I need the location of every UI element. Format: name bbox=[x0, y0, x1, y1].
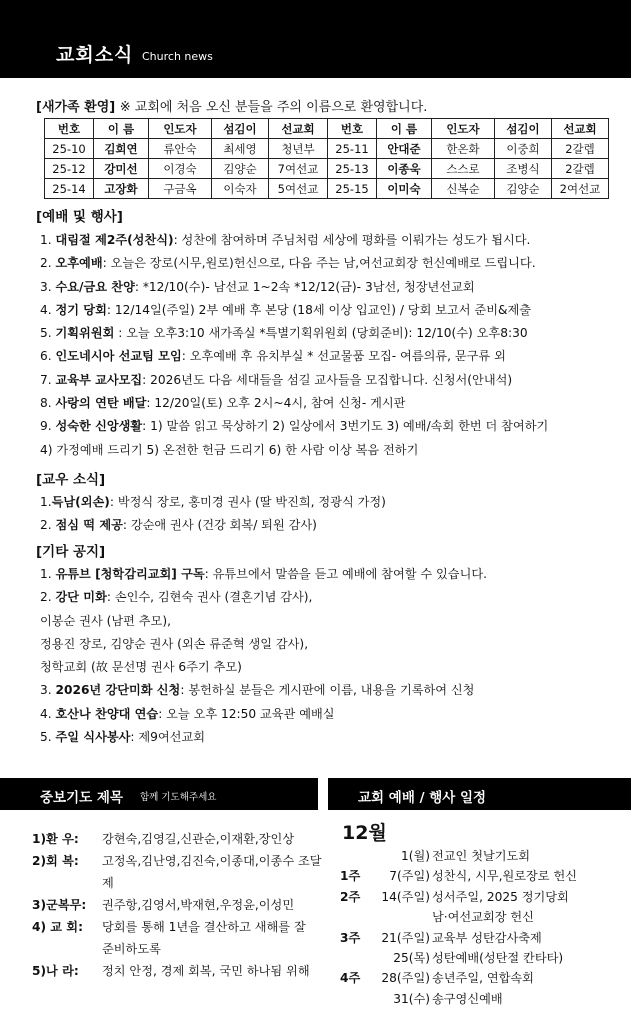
list-item bbox=[32, 960, 342, 982]
col-server: 섬김이 bbox=[495, 119, 552, 139]
item-number: 2. bbox=[40, 518, 52, 533]
item-number: 8. bbox=[40, 396, 52, 411]
schedule-week: 2주 bbox=[340, 889, 361, 904]
list-item-continuation: 이봉순 권사 (남편 추모), bbox=[40, 613, 171, 628]
worship-section-heading: [예배 및 행사] bbox=[36, 209, 123, 225]
item-title: 기획위원회 bbox=[55, 326, 115, 341]
schedule-event: 송년주일, 연합속회 bbox=[432, 971, 534, 986]
item-text: : 제9여선교회 bbox=[130, 730, 206, 745]
prayer-label: 5)나 라: bbox=[32, 964, 79, 978]
item-title: 주일 식사봉사 bbox=[55, 730, 131, 745]
item-title: 오후예배 bbox=[55, 256, 103, 271]
schedule-week: 3주 bbox=[340, 930, 361, 945]
list-item bbox=[40, 299, 548, 322]
item-text: : 강순애 권사 (건강 회복/ 퇴원 감사) bbox=[122, 518, 317, 533]
schedule-date: 14(주일) bbox=[381, 889, 430, 904]
schedule-week: 4주 bbox=[340, 971, 361, 986]
cell: 김양순 bbox=[495, 179, 552, 199]
schedule-week bbox=[340, 948, 368, 968]
welcome-note: ※ 교회에 처음 오신 분들을 주의 이름으로 환영합니다. bbox=[119, 100, 428, 115]
item-text: : 오후예배 후 유치부실 * 선교물품 모집- 여름의류, 문구류 외 bbox=[181, 349, 506, 364]
schedule-week: 1주 bbox=[340, 869, 361, 884]
item-title: 수요/금요 찬양 bbox=[55, 279, 135, 294]
item-number: 1. bbox=[40, 495, 52, 509]
list-item bbox=[32, 894, 342, 916]
cell: 안대준 bbox=[377, 139, 432, 159]
members-list bbox=[40, 491, 386, 538]
item-title: 성숙한 신앙생활 bbox=[55, 419, 143, 434]
schedule-event: 성서주일, 2025 정기당회 bbox=[432, 889, 569, 904]
schedule-event: 성찬식, 시무,원로장로 헌신 bbox=[432, 869, 578, 884]
worship-list bbox=[40, 229, 548, 462]
cell: 조병식 bbox=[495, 159, 552, 179]
list-item bbox=[40, 229, 548, 252]
table-row bbox=[45, 159, 609, 179]
list-item bbox=[340, 846, 577, 866]
cell: 25-13 bbox=[328, 159, 377, 179]
prayer-title-bar bbox=[0, 778, 318, 810]
members-section-heading: [교우 소식] bbox=[36, 472, 106, 488]
list-item bbox=[40, 563, 487, 586]
item-number: 3. bbox=[40, 279, 52, 294]
schedule-date: 28(주일) bbox=[381, 971, 430, 986]
col-name: 이 름 bbox=[94, 119, 149, 139]
cell: 김양순 bbox=[212, 159, 269, 179]
list-item-continuation: 청학교회 (故 문선명 권사 6주기 추모) bbox=[40, 660, 242, 675]
item-title: 호산나 찬양대 연습 bbox=[55, 706, 159, 721]
item-number: 5. bbox=[40, 326, 52, 341]
schedule-event: 남·여선교회장 헌신 bbox=[432, 910, 534, 925]
cell: 류안숙 bbox=[149, 139, 212, 159]
prayer-text: 권주항,김영서,박재현,우정윤,이성민 bbox=[102, 898, 295, 912]
schedule-date: 7(주일) bbox=[389, 869, 430, 884]
item-text: : 봉헌하실 분들은 게시판에 이름, 내용을 기록하여 신청 bbox=[180, 683, 475, 698]
schedule-date: 1(월) bbox=[400, 849, 430, 863]
col-guide: 인도자 bbox=[432, 119, 495, 139]
cell: 2여선교 bbox=[552, 179, 609, 199]
list-item bbox=[40, 392, 548, 415]
schedule-date: 21(주일) bbox=[381, 930, 430, 945]
item-title: 점심 떡 제공 bbox=[55, 518, 123, 533]
list-item bbox=[340, 907, 577, 927]
notices-list bbox=[40, 563, 487, 749]
list-item bbox=[40, 514, 386, 537]
cell: 2갈렙 bbox=[552, 139, 609, 159]
schedule-week bbox=[340, 846, 368, 866]
item-number: 6. bbox=[40, 349, 52, 364]
cell: 김희연 bbox=[94, 139, 149, 159]
prayer-subtitle: 함께 기도해주세요 bbox=[140, 792, 217, 803]
list-item bbox=[340, 968, 577, 988]
schedule-date bbox=[368, 907, 432, 927]
cell: 청년부 bbox=[269, 139, 328, 159]
item-number: 4. bbox=[40, 302, 52, 317]
list-item bbox=[40, 345, 548, 368]
list-item bbox=[340, 887, 577, 907]
prayer-list bbox=[32, 828, 342, 982]
item-text: : 12/14일(주일) 2부 예배 후 본당 (18세 이상 입교인) / 당회 보고서 준비&제출 bbox=[106, 302, 532, 317]
list-item bbox=[340, 866, 577, 886]
schedule-week bbox=[340, 989, 368, 1009]
list-item bbox=[40, 415, 548, 438]
cell: 5여선교 bbox=[269, 179, 328, 199]
cell: 강미선 bbox=[94, 159, 149, 179]
table-row bbox=[45, 179, 609, 199]
prayer-label: 2)회 복: bbox=[32, 854, 79, 868]
schedule-list bbox=[340, 846, 577, 1009]
list-item bbox=[40, 679, 487, 702]
prayer-text: 정치 안정, 경제 회복, 국민 하나됨 위해 bbox=[102, 964, 310, 978]
col-number: 번호 bbox=[45, 119, 94, 139]
item-text: : *12/10(수)- 남선교 1~2속 *12/12(금)- 3남선, 청장년선교회 bbox=[134, 279, 475, 294]
item-text: : 손인수, 김현숙 권사 (결혼기념 감사), bbox=[106, 590, 313, 605]
item-title: 정기 당회 bbox=[55, 302, 107, 317]
cell: 이숙자 bbox=[212, 179, 269, 199]
new-family-table bbox=[44, 118, 609, 199]
item-text: : 박정식 장로, 홍미경 권사 (딸 박진희, 정광식 가정) bbox=[109, 495, 386, 509]
schedule-event: 전교인 첫날기도회 bbox=[432, 849, 531, 863]
list-item bbox=[340, 948, 577, 968]
schedule-event: 송구영신예배 bbox=[432, 991, 503, 1006]
list-item bbox=[40, 703, 487, 726]
item-title: 대림절 제2주(성찬식) bbox=[55, 233, 174, 247]
item-number: 9. bbox=[40, 419, 52, 434]
list-item bbox=[40, 322, 548, 345]
col-name: 이 름 bbox=[377, 119, 432, 139]
item-text: : 오늘 오후 12:50 교육관 예배실 bbox=[158, 706, 335, 721]
cell: 이미숙 bbox=[377, 179, 432, 199]
item-text: : 성찬에 참여하며 주님처럼 세상에 평화를 이뤄가는 성도가 됩시다. bbox=[173, 233, 531, 247]
cell: 신복순 bbox=[432, 179, 495, 199]
cell: 25-14 bbox=[45, 179, 94, 199]
list-item bbox=[40, 726, 487, 749]
item-text: : 오늘은 장로(시무,원로)헌신으로, 다음 주는 남,여선교회장 헌신예배로 드립니다. bbox=[102, 256, 536, 271]
list-item bbox=[340, 928, 577, 948]
cell: 스스로 bbox=[432, 159, 495, 179]
item-number: 3. bbox=[40, 683, 52, 698]
item-title: 득남(외손) bbox=[51, 495, 110, 509]
schedule-event: 성탄예배(성탄절 칸타타) bbox=[432, 951, 564, 966]
item-text: : 12/20일(토) 오후 2시~4시, 참여 신청- 게시판 bbox=[146, 396, 406, 411]
welcome-heading-label: [새가족 환영] bbox=[36, 100, 116, 115]
list-item bbox=[40, 586, 487, 609]
cell: 한온화 bbox=[432, 139, 495, 159]
welcome-section-heading bbox=[36, 96, 427, 115]
page-title: 교회소식 bbox=[56, 44, 134, 66]
item-title: 인도네시아 선교팀 모임 bbox=[55, 349, 182, 364]
cell: 고장화 bbox=[94, 179, 149, 199]
notices-section-heading: [기타 공지] bbox=[36, 544, 106, 560]
item-title: 유튜브 [청학감리교회] 구독 bbox=[55, 567, 205, 581]
prayer-label: 3)군복무: bbox=[32, 898, 87, 912]
list-item bbox=[340, 989, 577, 1009]
cell: 25-11 bbox=[328, 139, 377, 159]
item-title: 사랑의 연탄 배달 bbox=[55, 396, 147, 411]
col-mission: 선교회 bbox=[269, 119, 328, 139]
col-mission: 선교회 bbox=[552, 119, 609, 139]
list-item bbox=[40, 276, 548, 299]
prayer-text: 당회를 통해 1년을 결산하고 새해를 잘 준비하도록 bbox=[102, 920, 306, 956]
item-text: : 1) 말씀 읽고 묵상하기 2) 일상에서 3번기도 3) 예배/속회 한번 더 참여하기 bbox=[142, 419, 549, 434]
item-number: 2. bbox=[40, 590, 52, 605]
table-header-row bbox=[45, 119, 609, 139]
cell: 최세영 bbox=[212, 139, 269, 159]
item-number: 4. bbox=[40, 706, 52, 721]
table-row bbox=[45, 139, 609, 159]
schedule-date: 25(목) bbox=[393, 951, 430, 966]
list-item-continuation: 정용진 장로, 김양순 권사 (외손 류준혁 생일 감사), bbox=[40, 636, 309, 651]
cell: 이종욱 bbox=[377, 159, 432, 179]
col-server: 섬김이 bbox=[212, 119, 269, 139]
item-text: : 2026년도 다음 세대들을 섬길 교사들을 모집합니다. 신청서(안내석) bbox=[142, 372, 513, 387]
cell: 이중희 bbox=[495, 139, 552, 159]
prayer-label: 4) 교 회: bbox=[32, 920, 83, 934]
cell: 25-15 bbox=[328, 179, 377, 199]
cell: 7여선교 bbox=[269, 159, 328, 179]
item-text: : 유튜브에서 말씀을 듣고 예배에 참여할 수 있습니다. bbox=[204, 567, 487, 581]
cell: 이경숙 bbox=[149, 159, 212, 179]
item-text: : 오늘 오후3:10 새가족실 *특별기획위원회 (당회준비): 12/10(수) 오후8:30 bbox=[114, 326, 528, 341]
schedule-week bbox=[340, 907, 368, 927]
list-item bbox=[32, 850, 342, 894]
cell: 구금옥 bbox=[149, 179, 212, 199]
page-subtitle: Church news bbox=[142, 50, 213, 63]
cell: 2갈렙 bbox=[552, 159, 609, 179]
item-number: 7. bbox=[40, 372, 52, 387]
item-number: 1. bbox=[40, 567, 52, 581]
list-item bbox=[32, 828, 342, 850]
item-number: 1. bbox=[40, 233, 52, 247]
schedule-title-bar bbox=[328, 778, 631, 810]
cell: 25-12 bbox=[45, 159, 94, 179]
prayer-text: 강현숙,김영길,신관순,이재환,장인상 bbox=[102, 832, 295, 846]
cell: 25-10 bbox=[45, 139, 94, 159]
item-title: 2026년 강단미화 신청 bbox=[55, 683, 181, 698]
list-item-continuation: 4) 가정예배 드리기 5) 온전한 헌금 드리기 6) 한 사람 이상 복음 전하기 bbox=[40, 442, 419, 457]
col-guide: 인도자 bbox=[149, 119, 212, 139]
item-number: 5. bbox=[40, 730, 52, 745]
col-number: 번호 bbox=[328, 119, 377, 139]
list-item bbox=[40, 252, 548, 275]
list-item bbox=[32, 916, 342, 960]
item-title: 강단 미화 bbox=[55, 590, 107, 605]
prayer-label: 1)환 우: bbox=[32, 832, 79, 846]
item-title: 교육부 교사모집 bbox=[55, 372, 143, 387]
schedule-date: 31(수) bbox=[393, 991, 430, 1006]
schedule-event: 교육부 성탄감사축제 bbox=[432, 930, 542, 945]
schedule-month: 12월 bbox=[342, 822, 387, 844]
prayer-title: 중보기도 제목 bbox=[40, 790, 123, 806]
item-number: 2. bbox=[40, 256, 52, 271]
prayer-text: 고정옥,김난영,김진숙,이종대,이종수 조달제 bbox=[102, 854, 322, 890]
schedule-title: 교회 예배 / 행사 일정 bbox=[358, 790, 487, 806]
list-item bbox=[40, 491, 386, 514]
header-bar bbox=[0, 0, 631, 78]
list-item bbox=[40, 369, 548, 392]
